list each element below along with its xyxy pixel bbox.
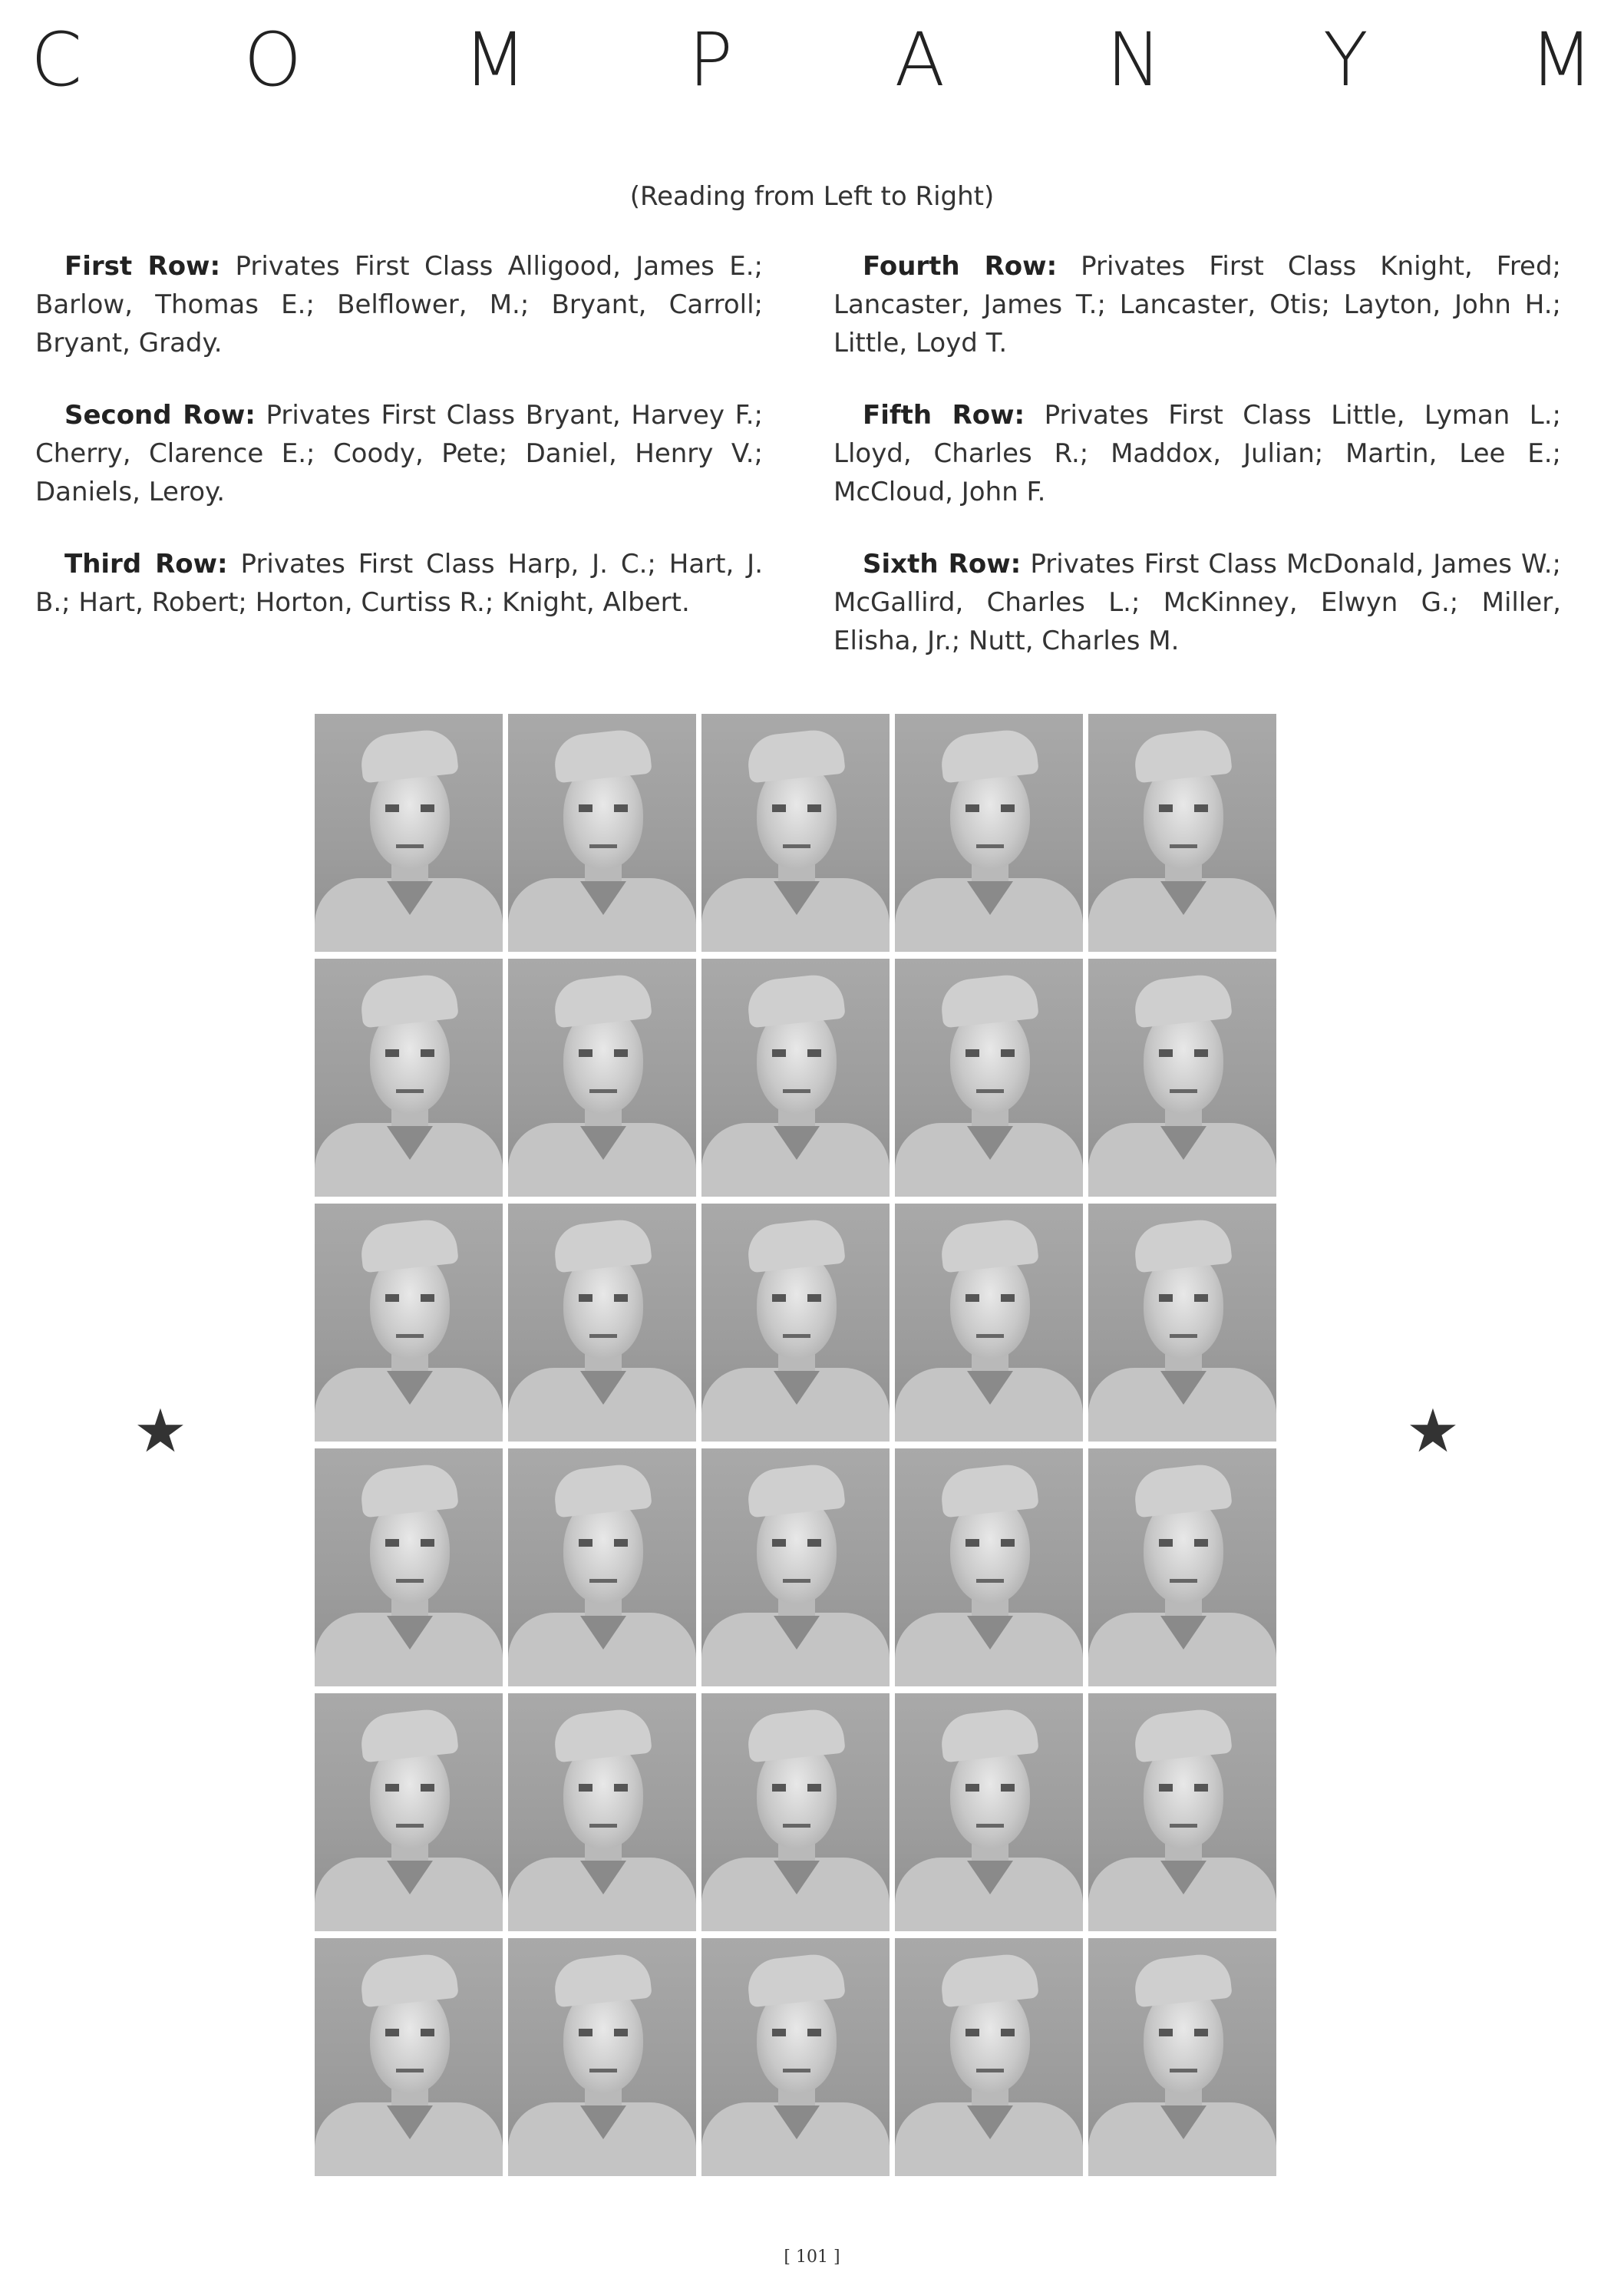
soldier-portrait [701, 959, 890, 1197]
portrait-cap [939, 1952, 1039, 2008]
portrait-collar [387, 1616, 433, 1650]
portrait-eyes [965, 2029, 1015, 2036]
portrait-cap [358, 1707, 459, 1763]
portrait-eyes [1159, 1784, 1208, 1792]
portrait-mouth [1170, 1824, 1197, 1828]
portrait-cap [745, 1707, 846, 1763]
soldier-portrait [701, 714, 890, 952]
portrait-cap [358, 728, 459, 784]
title-letter: Y [1322, 17, 1368, 103]
portrait-mouth [783, 1334, 810, 1338]
portrait-cap [939, 728, 1039, 784]
caption-sixth-row [833, 545, 1561, 660]
soldier-portrait [1088, 1693, 1276, 1931]
portrait-collar [967, 1371, 1013, 1405]
portrait-cap [939, 1707, 1039, 1763]
portrait-eyes [1159, 804, 1208, 812]
portrait-collar [387, 1861, 433, 1894]
portrait-cap [358, 973, 459, 1029]
portrait-collar [580, 2105, 626, 2139]
title-letter: M [1530, 17, 1593, 103]
soldier-portrait [508, 1448, 696, 1686]
portrait-eyes [385, 804, 434, 812]
portrait-collar [1160, 1861, 1206, 1894]
portrait-eyes [1159, 1294, 1208, 1302]
portrait-cap [1132, 728, 1233, 784]
reading-order-note: (Reading from Left to Right) [629, 181, 995, 212]
portrait-collar [774, 2105, 820, 2139]
portrait-mouth [589, 1824, 617, 1828]
portrait-cap [1132, 973, 1233, 1029]
row-names: Privates First Class Harp, J. C.; Hart, J. B.; Hart, Robert; Horton, Curtiss R.; Knight, Albert. [35, 549, 764, 618]
portrait-cap [552, 728, 652, 784]
portrait-mouth [1170, 844, 1197, 848]
caption-fourth-row [833, 247, 1561, 362]
portrait-cap [745, 1952, 846, 2008]
caption-first-row [35, 247, 763, 362]
soldier-portrait [315, 1204, 503, 1442]
portrait-mouth [396, 844, 424, 848]
row-label: Third Row: [64, 549, 228, 580]
portrait-collar [580, 881, 626, 915]
soldier-portrait [1088, 1204, 1276, 1442]
soldier-portrait [1088, 1938, 1276, 2176]
portrait-collar [1160, 881, 1206, 915]
portrait-cap [552, 1952, 652, 2008]
portrait-cap [1132, 1952, 1233, 2008]
portrait-mouth [976, 1334, 1004, 1338]
row-label: Fourth Row: [863, 251, 1058, 282]
portrait-grid [315, 714, 1279, 2176]
portrait-mouth [396, 1824, 424, 1828]
portrait-eyes [579, 1294, 628, 1302]
portrait-eyes [965, 1784, 1015, 1792]
portrait-mouth [396, 1089, 424, 1093]
portrait-cap [1132, 1462, 1233, 1518]
portrait-cap [1132, 1707, 1233, 1763]
portrait-mouth [783, 844, 810, 848]
row-names: Privates First Class Little, Lyman L.; Lloyd, Charles R.; Maddox, Julian; Martin, Lee E.; McCloud, John F. [833, 400, 1561, 507]
portrait-mouth [976, 1824, 1004, 1828]
portrait-eyes [1159, 2029, 1208, 2036]
caption-column-left [35, 247, 763, 656]
portrait-collar [774, 1861, 820, 1894]
portrait-eyes [579, 1784, 628, 1792]
portrait-mouth [783, 2069, 810, 2072]
portrait-collar [967, 1126, 1013, 1160]
soldier-portrait [701, 1938, 890, 2176]
portrait-cap [358, 1217, 459, 1273]
portrait-eyes [579, 1049, 628, 1057]
portrait-mouth [589, 1579, 617, 1583]
portrait-mouth [976, 2069, 1004, 2072]
row-label: Sixth Row: [863, 549, 1022, 580]
soldier-portrait [701, 1448, 890, 1686]
portrait-mouth [396, 1579, 424, 1583]
portrait-collar [1160, 2105, 1206, 2139]
portrait-collar [387, 881, 433, 915]
row-label: Fifth Row: [863, 400, 1025, 431]
portrait-mouth [976, 844, 1004, 848]
soldier-portrait [315, 1693, 503, 1931]
soldier-portrait [1088, 1448, 1276, 1686]
portrait-eyes [772, 1294, 821, 1302]
soldier-portrait [508, 1938, 696, 2176]
portrait-collar [774, 1371, 820, 1405]
portrait-mouth [1170, 1334, 1197, 1338]
portrait-eyes [965, 1294, 1015, 1302]
portrait-eyes [772, 1539, 821, 1547]
title-letter: P [688, 17, 733, 103]
soldier-portrait [315, 714, 503, 952]
portrait-cap [552, 1707, 652, 1763]
portrait-cap [745, 1462, 846, 1518]
portrait-cap [939, 1217, 1039, 1273]
portrait-mouth [1170, 1089, 1197, 1093]
portrait-cap [745, 1217, 846, 1273]
portrait-mouth [1170, 2069, 1197, 2072]
soldier-portrait [1088, 714, 1276, 952]
portrait-cap [939, 973, 1039, 1029]
portrait-eyes [965, 1539, 1015, 1547]
portrait-eyes [772, 2029, 821, 2036]
soldier-portrait [508, 1204, 696, 1442]
portrait-mouth [589, 2069, 617, 2072]
portrait-collar [774, 1126, 820, 1160]
star-icon: ★ [134, 1397, 187, 1466]
portrait-mouth [976, 1579, 1004, 1583]
soldier-portrait [315, 1938, 503, 2176]
soldier-portrait [895, 714, 1083, 952]
portrait-eyes [965, 1049, 1015, 1057]
row-label: First Row: [64, 251, 221, 282]
portrait-eyes [1159, 1049, 1208, 1057]
portrait-cap [358, 1462, 459, 1518]
portrait-collar [967, 1616, 1013, 1650]
portrait-collar [387, 1126, 433, 1160]
portrait-eyes [579, 804, 628, 812]
portrait-collar [1160, 1616, 1206, 1650]
portrait-collar [1160, 1371, 1206, 1405]
portrait-mouth [976, 1089, 1004, 1093]
caption-second-row [35, 396, 763, 511]
caption-column-right [833, 247, 1561, 694]
portrait-eyes [772, 1049, 821, 1057]
portrait-eyes [385, 1784, 434, 1792]
title-letter: A [894, 17, 946, 103]
portrait-eyes [1159, 1539, 1208, 1547]
portrait-mouth [589, 1089, 617, 1093]
portrait-mouth [783, 1089, 810, 1093]
row-names: Privates First Class McDonald, James W.; McGallird, Charles L.; McKinney, Elwyn G.; Miller, Elisha, Jr.; Nutt, Charles M. [833, 549, 1562, 656]
soldier-portrait [315, 1448, 503, 1686]
portrait-mouth [589, 1334, 617, 1338]
portrait-collar [1160, 1126, 1206, 1160]
portrait-collar [580, 1861, 626, 1894]
portrait-collar [580, 1126, 626, 1160]
caption-third-row [35, 545, 763, 622]
soldier-portrait [895, 1204, 1083, 1442]
soldier-portrait [701, 1693, 890, 1931]
portrait-mouth [396, 2069, 424, 2072]
portrait-mouth [1170, 1579, 1197, 1583]
portrait-collar [580, 1371, 626, 1405]
page-number: [ 101 ] [784, 2247, 840, 2267]
portrait-mouth [396, 1334, 424, 1338]
portrait-cap [745, 973, 846, 1029]
row-names: Privates First Class Bryant, Harvey F.; Cherry, Clarence E.; Coody, Pete; Daniel, Henry V.; Daniels, Leroy. [35, 400, 763, 507]
caption-fifth-row [833, 396, 1561, 511]
portrait-cap [552, 1462, 652, 1518]
soldier-portrait [1088, 959, 1276, 1197]
portrait-cap [939, 1462, 1039, 1518]
page-title [31, 14, 1593, 106]
portrait-collar [967, 1861, 1013, 1894]
portrait-mouth [783, 1579, 810, 1583]
title-letter: C [31, 17, 83, 103]
portrait-eyes [772, 804, 821, 812]
portrait-collar [387, 2105, 433, 2139]
soldier-portrait [895, 1938, 1083, 2176]
row-label: Second Row: [64, 400, 256, 431]
portrait-eyes [385, 1049, 434, 1057]
portrait-eyes [385, 1294, 434, 1302]
portrait-collar [967, 881, 1013, 915]
portrait-cap [552, 973, 652, 1029]
portrait-collar [774, 881, 820, 915]
portrait-mouth [589, 844, 617, 848]
soldier-portrait [895, 1693, 1083, 1931]
soldier-portrait [895, 959, 1083, 1197]
row-names: Privates First Class Knight, Fred; Lancaster, James T.; Lancaster, Otis; Layton, John H.; Little, Loyd T. [833, 251, 1561, 358]
row-names: Privates First Class Alligood, James E.; Barlow, Thomas E.; Belflower, M.; Bryant, Carroll; Bryant, Grady. [35, 251, 763, 358]
portrait-collar [967, 2105, 1013, 2139]
portrait-eyes [579, 1539, 628, 1547]
portrait-eyes [772, 1784, 821, 1792]
portrait-cap [552, 1217, 652, 1273]
soldier-portrait [315, 959, 503, 1197]
portrait-cap [745, 728, 846, 784]
portrait-cap [358, 1952, 459, 2008]
portrait-cap [1132, 1217, 1233, 1273]
portrait-collar [580, 1616, 626, 1650]
portrait-mouth [783, 1824, 810, 1828]
title-letter: M [463, 17, 527, 103]
portrait-eyes [579, 2029, 628, 2036]
portrait-eyes [965, 804, 1015, 812]
soldier-portrait [508, 959, 696, 1197]
soldier-portrait [508, 1693, 696, 1931]
star-icon: ★ [1406, 1397, 1460, 1466]
portrait-eyes [385, 2029, 434, 2036]
portrait-eyes [385, 1539, 434, 1547]
title-letter: N [1106, 17, 1162, 103]
portrait-collar [774, 1616, 820, 1650]
soldier-portrait [895, 1448, 1083, 1686]
soldier-portrait [508, 714, 696, 952]
soldier-portrait [701, 1204, 890, 1442]
title-letter: O [243, 17, 302, 103]
portrait-collar [387, 1371, 433, 1405]
